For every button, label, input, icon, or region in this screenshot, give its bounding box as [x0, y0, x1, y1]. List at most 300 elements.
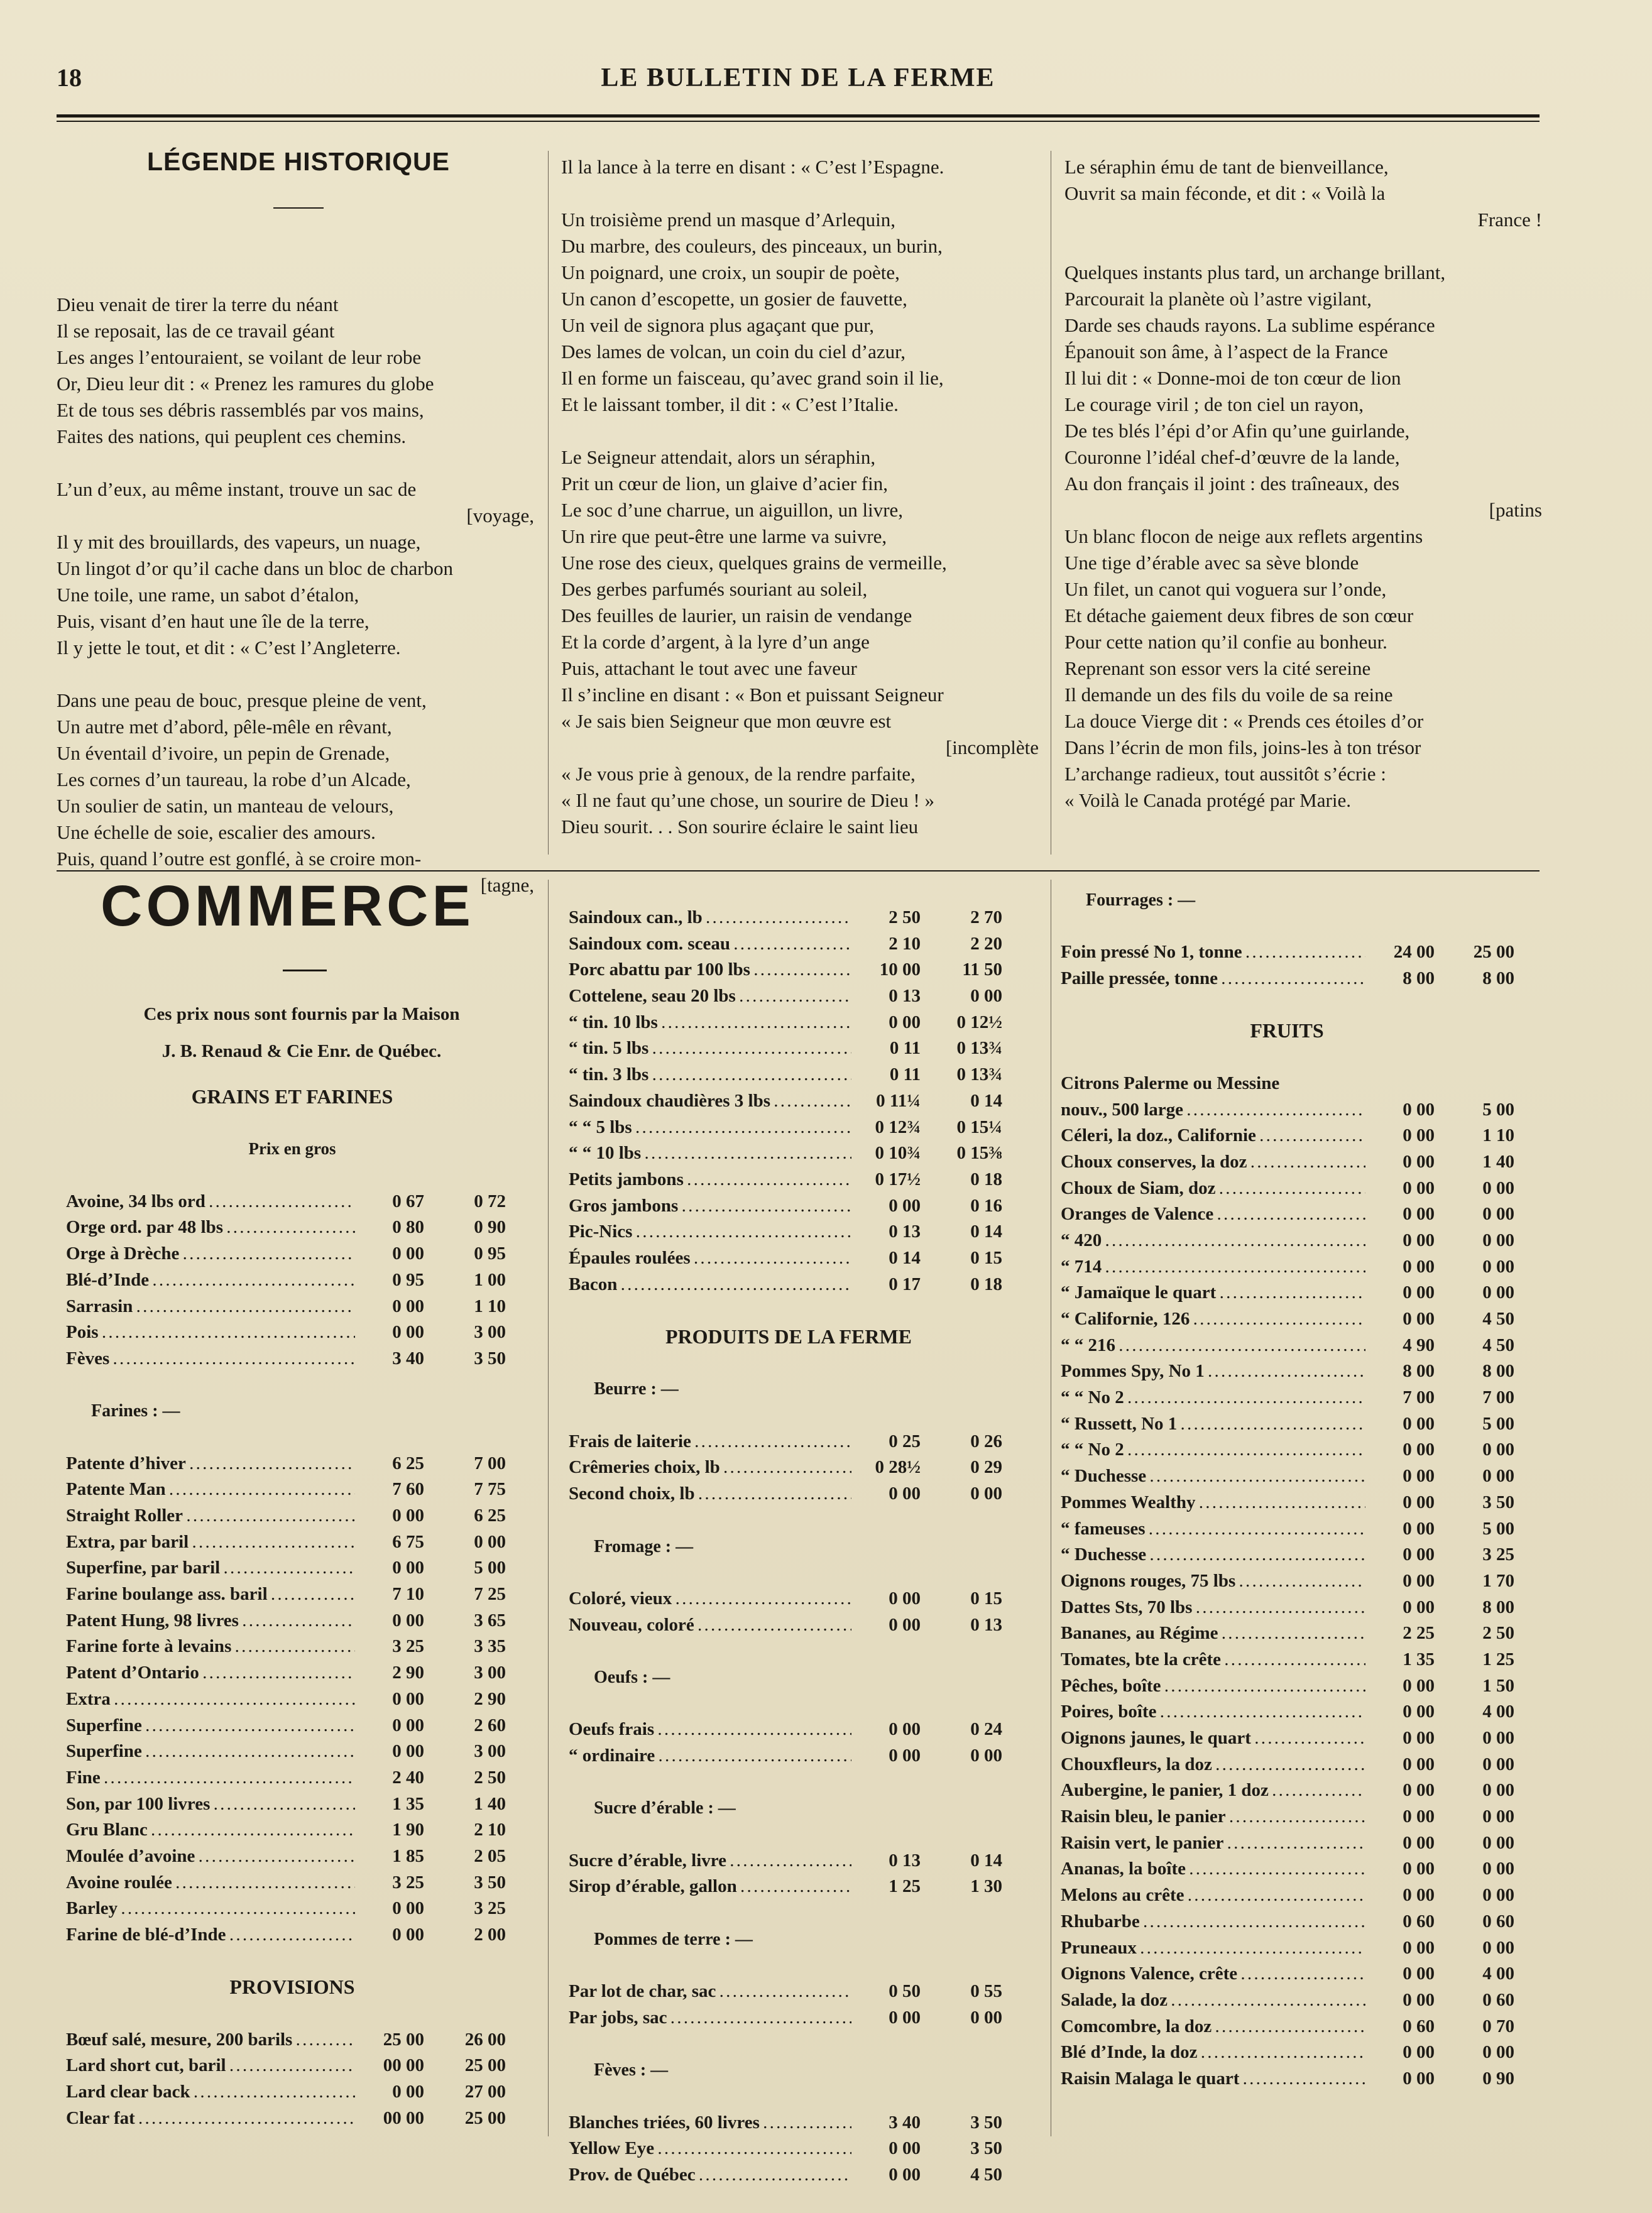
price-high: 0 00: [1482, 1780, 1514, 1801]
poem-line: [patins: [1489, 499, 1542, 521]
table-spacer: [569, 2084, 1009, 2110]
price-row: [1061, 1804, 1513, 1830]
price-high: 0 15: [970, 1247, 1002, 1268]
price-low: 0 00: [392, 1322, 424, 1343]
price-high: 7 75: [474, 1479, 506, 1500]
price-high: 0 15⅜: [956, 1143, 1002, 1164]
price-low: 00 00: [383, 2055, 424, 2076]
poem-line: Des feuilles de laurier, un raisin de vendange: [561, 604, 912, 626]
price-low: 0 00: [889, 1484, 921, 1504]
price-row: [569, 2162, 1009, 2188]
item-label: Par jobs, sac . . .: [569, 2005, 851, 2031]
poem-column-2: [561, 154, 1039, 840]
table-spacer: [66, 1424, 518, 1451]
poem-line: « Je sais bien Seigneur que mon œuvre est: [561, 710, 892, 732]
price-high: 0 00: [970, 1484, 1002, 1504]
item-label: “ fameuses . . .: [1061, 1516, 1365, 1543]
price-low: 0 00: [392, 1715, 424, 1735]
table-spacer: [1061, 1044, 1513, 1071]
price-high: 0 13¾: [956, 1038, 1002, 1059]
item-label: Épaules roulées . . .: [569, 1245, 851, 1272]
poem-line: Pour cette nation qu’il confie au bonheur.: [1064, 631, 1387, 653]
item-label: “ tin. 5 lbs . . .: [569, 1035, 851, 1062]
poem-line: Il demande un des fils du voile de sa reine: [1064, 684, 1393, 706]
poem-line: L’un d’eux, au même instant, trouve un sac de: [57, 478, 417, 500]
poem-line: « Je vous prie à genoux, de la rendre parfaite,: [561, 763, 916, 785]
price-row: [569, 983, 1009, 1010]
price-low: 1 35: [392, 1793, 424, 1814]
price-low: 0 00: [889, 1746, 921, 1766]
price-high: 0 00: [1482, 1937, 1514, 1958]
price-high: 2 70: [970, 907, 1002, 927]
price-low: 0 00: [1403, 1151, 1435, 1172]
price-low: 0 00: [392, 1505, 424, 1526]
item-label: Porc abattu par 100 lbs . . .: [569, 957, 851, 983]
price-high: 5 00: [1482, 1413, 1514, 1434]
price-row: [66, 1215, 518, 1241]
commerce-intro-line-2: J. B. Renaud & Cie Enr. de Québec.: [161, 1041, 442, 1061]
item-label: Superfine . . .: [66, 1739, 355, 1765]
poem-line: Parcourait la planète où l’astre vigilant,: [1064, 288, 1372, 310]
price-row: [569, 1193, 1009, 1220]
column-divider: [548, 151, 549, 855]
price-low: 00 00: [383, 2107, 424, 2128]
item-label: nouv., 500 large . . .: [1061, 1097, 1365, 1123]
price-row: [1061, 1411, 1513, 1438]
table-spacer: [569, 1769, 1009, 1796]
item-label: Orge à Drèche . . .: [66, 1241, 355, 1267]
commerce-title: COMMERCE: [101, 874, 474, 938]
poem-line: Le soc d’une charrue, un aiguillon, un livre,: [561, 499, 904, 521]
price-high: 2 05: [474, 1845, 506, 1866]
price-high: 3 00: [474, 1741, 506, 1762]
poem-line: Le courage viril ; de ton ciel un rayon,: [1064, 393, 1364, 415]
price-row: [569, 1612, 1009, 1639]
price-low: 0 00: [1403, 1518, 1435, 1539]
item-label: Orge ord. par 48 lbs . . .: [66, 1215, 355, 1241]
price-column-1: [66, 1084, 518, 2132]
price-high: 5 00: [474, 1558, 506, 1578]
price-high: 0 00: [1482, 2042, 1514, 2063]
price-low: 7 00: [1403, 1387, 1435, 1408]
price-row: [66, 1922, 518, 1948]
price-low: 0 00: [1403, 1570, 1435, 1591]
table-spacer: [569, 1953, 1009, 1979]
table-spacer: [569, 1822, 1009, 1848]
price-high: 0 18: [970, 1169, 1002, 1189]
header-rule: [57, 114, 1540, 117]
poem-line: Un éventail d’ivoire, un pepin de Grenade,: [57, 742, 390, 764]
price-row: [66, 1346, 518, 1372]
price-row: [569, 1010, 1009, 1036]
table-spacer: [569, 2031, 1009, 2058]
table-spacer: [66, 2001, 518, 2027]
item-label: Frais de laiterie . . .: [569, 1429, 851, 1455]
price-high: 2 50: [474, 1767, 506, 1788]
price-row: [1061, 1437, 1513, 1463]
poem-line: Couronne l’idéal chef-d’œuvre de la lande,: [1064, 446, 1400, 468]
item-label: Oeufs frais . . .: [569, 1717, 851, 1743]
price-low: 0 67: [392, 1191, 424, 1211]
item-label: Raisin Malaga le quart . . .: [1061, 2066, 1365, 2092]
poem-stanza-gap: [57, 450, 534, 476]
poem-column-3: [1064, 154, 1542, 814]
item-label: Crêmeries choix, lb . . .: [569, 1455, 851, 1481]
price-low: 0 00: [1403, 1125, 1435, 1146]
section-heading: PRODUITS DE LA FERME: [665, 1325, 912, 1348]
price-low: 0 14: [889, 1247, 921, 1268]
poem-line: Et la corde d’argent, à la lyre d’un ange: [561, 631, 870, 653]
item-label: Prov. de Québec . . .: [569, 2162, 851, 2188]
price-row: [66, 1267, 518, 1294]
price-row: [1061, 1097, 1513, 1123]
price-low: 0 00: [1403, 2068, 1435, 2089]
poem-line: [tagne,: [480, 874, 534, 896]
table-spacer: [569, 1402, 1009, 1429]
price-low: 0 00: [1403, 1832, 1435, 1853]
poem-line: Un autre met d’abord, pêle-mêle en rêvant,: [57, 716, 392, 738]
category-heading: Sucre d’érable : —: [594, 1798, 736, 1818]
poem-stanza-gap: [1064, 233, 1542, 260]
price-low: 0 11¼: [876, 1090, 921, 1111]
price-row: [66, 2053, 518, 2079]
poem-column-1: [57, 239, 534, 899]
item-label: Saindoux chaudières 3 lbs . . .: [569, 1088, 851, 1115]
price-low: 1 25: [889, 1876, 921, 1897]
price-low: 6 75: [392, 1531, 424, 1552]
price-high: 0 00: [1482, 1728, 1514, 1748]
item-label: Céleri, la doz., Californie . . .: [1061, 1123, 1365, 1149]
poem-line: Le Seigneur attendait, alors un séraphin,: [561, 446, 876, 468]
section-rule: [57, 870, 1540, 872]
price-row: [569, 1272, 1009, 1298]
poem-stanza-gap: [57, 265, 534, 292]
price-high: 25 00: [464, 2107, 506, 2128]
poem-line: L’archange radieux, tout aussitôt s’écrie :: [1064, 763, 1386, 785]
price-row: [1061, 1542, 1513, 1568]
item-label: Paille pressée, tonne . . .: [1061, 966, 1365, 992]
price-high: 3 50: [474, 1348, 506, 1369]
item-label: Pruneaux . . .: [1061, 1935, 1365, 1962]
price-low: 0 00: [392, 1558, 424, 1578]
price-high: 0 90: [1482, 2068, 1514, 2089]
item-label: “ 420 . . .: [1061, 1228, 1365, 1254]
price-high: 0 24: [970, 1719, 1002, 1740]
price-high: 7 00: [1482, 1387, 1514, 1408]
price-low: 0 60: [1403, 2016, 1435, 2036]
item-label: “ tin. 10 lbs . . .: [569, 1010, 851, 1036]
item-label: Raisin vert, le panier . . .: [1061, 1830, 1365, 1857]
price-row: [569, 1586, 1009, 1612]
price-low: 0 00: [1403, 1937, 1435, 1958]
category-heading: Oeufs : —: [594, 1667, 670, 1687]
price-row: [1061, 1333, 1513, 1359]
item-label: Choux conserves, la doz . . .: [1061, 1149, 1365, 1176]
price-high: 2 20: [970, 933, 1002, 954]
price-row: [569, 2136, 1009, 2162]
price-row: [1061, 1725, 1513, 1752]
item-label: Moulée d’avoine . . .: [66, 1844, 355, 1870]
section-heading: GRAINS ET FARINES: [191, 1085, 393, 1108]
table-spacer: [66, 1948, 518, 1975]
item-label: Superfine . . .: [66, 1713, 355, 1739]
item-label: “ Jamaïque le quart . . .: [1061, 1280, 1365, 1306]
item-label: Bacon . . .: [569, 1272, 851, 1298]
price-high: 5 00: [1482, 1099, 1514, 1120]
price-row: [1061, 1935, 1513, 1962]
price-row: [1061, 1647, 1513, 1673]
price-row: [569, 2005, 1009, 2031]
item-label: Clear fat . . .: [66, 2106, 355, 2132]
price-high: 26 00: [464, 2029, 506, 2050]
price-high: 3 50: [1482, 1492, 1514, 1512]
price-row: [1061, 1830, 1513, 1857]
price-low: 8 00: [1403, 968, 1435, 989]
item-label: Lard short cut, baril . . .: [66, 2053, 355, 2079]
price-high: 0 14: [970, 1090, 1002, 1111]
price-row: [1061, 2066, 1513, 2092]
poem-line: Puis, visant d’en haut une île de la terre,: [57, 610, 369, 632]
price-row: [66, 1870, 518, 1896]
price-high: 8 00: [1482, 1361, 1514, 1382]
price-row: [569, 1743, 1009, 1769]
price-row: [66, 1817, 518, 1844]
price-low: 2 90: [392, 1663, 424, 1683]
price-high: 0 55: [970, 1981, 1002, 2002]
price-high: 0 00: [1482, 1204, 1514, 1225]
item-label: “ Duchesse . . .: [1061, 1463, 1365, 1490]
price-low: 2 10: [889, 933, 921, 954]
item-label: Gros jambons . . .: [569, 1193, 851, 1220]
price-high: 2 90: [474, 1688, 506, 1709]
poem-line: Et de tous ses débris rassemblés par vos mains,: [57, 399, 424, 421]
item-label: Raisin bleu, le panier . . .: [1061, 1804, 1365, 1830]
table-spacer: [66, 1372, 518, 1399]
commerce-title-dash: [283, 970, 327, 971]
price-high: 0 00: [1482, 1440, 1514, 1460]
item-label: Patent Hung, 98 livres . . .: [66, 1608, 355, 1634]
price-row: [66, 1765, 518, 1791]
price-high: 1 10: [474, 1296, 506, 1316]
poem-line: Il y mit des brouillards, des vapeurs, un nuage,: [57, 531, 421, 553]
poem-line: Il y jette le tout, et dit : « C’est l’Angleterre.: [57, 637, 401, 658]
poem-line: Un veil de signora plus agaçant que pur,: [561, 314, 875, 336]
item-label: “ “ 10 lbs . . .: [569, 1140, 851, 1167]
price-row: [1061, 1123, 1513, 1149]
price-low: 0 00: [1403, 1728, 1435, 1748]
price-row: [569, 1874, 1009, 1900]
price-row: [66, 2027, 518, 2053]
item-label: Fine . . .: [66, 1765, 355, 1791]
price-row: [66, 1451, 518, 1477]
item-label: Aubergine, le panier, 1 doz . . .: [1061, 1778, 1365, 1804]
item-label: Oignons rouges, 75 lbs . . .: [1061, 1568, 1365, 1595]
poem-line: Les anges l’entouraient, se voilant de leur robe: [57, 346, 422, 368]
price-high: 1 40: [474, 1793, 506, 1814]
item-label: Pêches, boîte . . .: [1061, 1673, 1365, 1700]
price-low: 0 00: [1403, 1806, 1435, 1827]
price-row: [569, 1115, 1009, 1141]
poem-line: Dans une peau de bouc, presque pleine de vent,: [57, 689, 427, 711]
price-row: [66, 1896, 518, 1922]
price-high: 0 13: [970, 1614, 1002, 1635]
price-high: 0 00: [1482, 1282, 1514, 1303]
poem-title: LÉGENDE HISTORIQUE: [147, 147, 450, 176]
poem-stanza-gap: [57, 661, 534, 687]
poem-line: [voyage,: [466, 505, 534, 527]
price-row: [569, 905, 1009, 931]
poem-line: Un rire que peut-être une larme va suivre,: [561, 525, 887, 547]
price-low: 0 00: [889, 2138, 921, 2159]
item-label: Patente Man . . .: [66, 1477, 355, 1503]
price-low: 3 25: [392, 1872, 424, 1893]
price-high: 0 60: [1482, 1989, 1514, 2010]
price-row: [569, 1717, 1009, 1743]
category-heading: Farines : —: [91, 1401, 180, 1421]
price-low: 4 90: [1403, 1335, 1435, 1355]
poem-line: Puis, quand l’outre est gonflé, à se croire mon-: [57, 848, 422, 870]
price-high: 25 00: [1473, 942, 1514, 963]
poem-line: Une toile, une rame, un sabot d’étalon,: [57, 584, 359, 606]
price-row: [1061, 1358, 1513, 1385]
poem-line: Ouvrit sa main féconde, et dit : « Voilà la: [1064, 182, 1386, 204]
item-label: Bananes, au Régime . . .: [1061, 1620, 1365, 1647]
poem-line: Prit un cœur de lion, un glaive d’acier fin,: [561, 473, 888, 495]
price-row: [66, 1713, 518, 1739]
price-row: [66, 1791, 518, 1818]
poem-line: Il lui dit : « Donne-moi de ton cœur de lion: [1064, 367, 1401, 389]
item-label: Barley . . .: [66, 1896, 355, 1922]
price-high: 2 00: [474, 1925, 506, 1945]
poem-line: Épanouit son âme, à l’aspect de la France: [1064, 341, 1388, 363]
poem-line: Des gerbes parfumés souriant au soleil,: [561, 578, 868, 600]
item-label: Chouxfleurs, la doz . . .: [1061, 1752, 1365, 1778]
price-high: 3 00: [474, 1322, 506, 1343]
price-low: 1 35: [1403, 1649, 1435, 1669]
price-high: 0 12½: [956, 1012, 1002, 1032]
price-row: [569, 1245, 1009, 1272]
table-spacer: [569, 1350, 1009, 1377]
price-low: 0 00: [1403, 1885, 1435, 1906]
price-low: 0 00: [1403, 1544, 1435, 1565]
price-low: 0 00: [889, 2007, 921, 2028]
item-label: Pommes Wealthy . . .: [1061, 1490, 1365, 1516]
poem-line: Les cornes d’un taureau, la robe d’un Alcade,: [57, 768, 411, 790]
price-row: [569, 1219, 1009, 1245]
poem-stanza-gap: [561, 418, 1039, 444]
price-row: [569, 1035, 1009, 1062]
poem-line: Faites des nations, qui peuplent ces chemins.: [57, 425, 407, 447]
item-label: Second choix, lb . . .: [569, 1481, 851, 1507]
price-row: [1061, 1856, 1513, 1882]
item-label: Poires, boîte . . .: [1061, 1699, 1365, 1725]
price-row: [569, 931, 1009, 958]
category-heading: Beurre : —: [594, 1379, 679, 1399]
poem-line: Du marbre, des couleurs, des pinceaux, un burin,: [561, 235, 943, 257]
page-header: [57, 58, 1540, 102]
price-low: 0 00: [1403, 1309, 1435, 1329]
item-label: Lard clear back . . .: [66, 2079, 355, 2106]
price-row: [569, 1455, 1009, 1481]
price-low: 0 00: [1403, 1466, 1435, 1487]
price-high: 0 26: [970, 1431, 1002, 1451]
price-low: 0 00: [392, 1741, 424, 1762]
item-label: Foin pressé No 1, tonne . . .: [1061, 939, 1365, 966]
price-low: 7 10: [392, 1584, 424, 1605]
item-label: Oignons jaunes, le quart . . .: [1061, 1725, 1365, 1752]
poem-line: Reprenant son essor vers la cité sereine: [1064, 657, 1371, 679]
item-label: “ “ 5 lbs . . .: [569, 1115, 851, 1141]
price-high: 1 00: [474, 1269, 506, 1290]
price-high: 1 30: [970, 1876, 1002, 1897]
price-low: 6 25: [392, 1453, 424, 1473]
price-row: [66, 1477, 518, 1503]
poem-line: Un poignard, une croix, un soupir de poète,: [561, 261, 900, 283]
price-row: [66, 1660, 518, 1686]
price-high: 3 50: [474, 1872, 506, 1893]
price-low: 0 00: [392, 1243, 424, 1264]
item-label: Superfine, par baril . . .: [66, 1555, 355, 1582]
poem-line: Le séraphin ému de tant de bienveillance,: [1064, 156, 1389, 178]
price-high: 8 00: [1482, 968, 1514, 989]
price-low: 0 80: [392, 1217, 424, 1238]
price-high: 0 00: [1482, 1230, 1514, 1250]
price-high: 0 72: [474, 1191, 506, 1211]
table-spacer: [66, 1110, 518, 1137]
poem-line: Des lames de volcan, un coin du ciel d’azur,: [561, 341, 905, 363]
price-row: [66, 1241, 518, 1267]
item-label: Coloré, vieux . . .: [569, 1586, 851, 1612]
price-low: 0 00: [889, 1012, 921, 1032]
price-row: [569, 1088, 1009, 1115]
item-label: Choux de Siam, doz . . .: [1061, 1176, 1365, 1202]
item-label: “ “ No 2 . . .: [1061, 1437, 1365, 1463]
price-low: 0 00: [392, 1925, 424, 1945]
price-high: 0 00: [1482, 1178, 1514, 1198]
price-low: 0 60: [1403, 1911, 1435, 1932]
price-row: [1061, 1306, 1513, 1333]
price-low: 0 00: [1403, 1099, 1435, 1120]
poem-line: Dieu venait de tirer la terre du néant: [57, 293, 339, 315]
item-label: Straight Roller . . .: [66, 1503, 355, 1529]
price-row: [1061, 2014, 1513, 2040]
item-label: Melons au crête . . .: [1061, 1882, 1365, 1909]
price-low: 0 13: [889, 1221, 921, 1242]
poem-line: [incomplète: [945, 736, 1039, 758]
poem-line: Et détache gaiement deux fibres de son cœur: [1064, 604, 1414, 626]
item-label: Gru Blanc . . .: [66, 1817, 355, 1844]
price-row: [569, 1140, 1009, 1167]
poem-line: Or, Dieu leur dit : « Prenez les ramures du globe: [57, 373, 434, 395]
poem-line: Un troisième prend un masque d’Arlequin,: [561, 209, 896, 231]
price-row: [1061, 1385, 1513, 1411]
item-label: Farine boulange ass. baril . . .: [66, 1582, 355, 1608]
price-low: 10 00: [879, 959, 921, 980]
price-high: 0 00: [970, 1746, 1002, 1766]
item-label: Extra . . .: [66, 1686, 355, 1713]
price-row: [66, 1634, 518, 1660]
price-low: 0 00: [1403, 1204, 1435, 1225]
price-high: 7 25: [474, 1584, 506, 1605]
category-heading: Fromage : —: [594, 1536, 694, 1556]
poem-title-dash: [273, 207, 324, 209]
price-row: [1061, 1490, 1513, 1516]
price-low: 0 00: [889, 1719, 921, 1740]
poem-line: Un filet, un canot qui voguera sur l’onde,: [1064, 578, 1387, 600]
item-label: Oranges de Valence . . .: [1061, 1201, 1365, 1228]
price-row: [66, 1844, 518, 1870]
price-high: 4 00: [1482, 1964, 1514, 1984]
